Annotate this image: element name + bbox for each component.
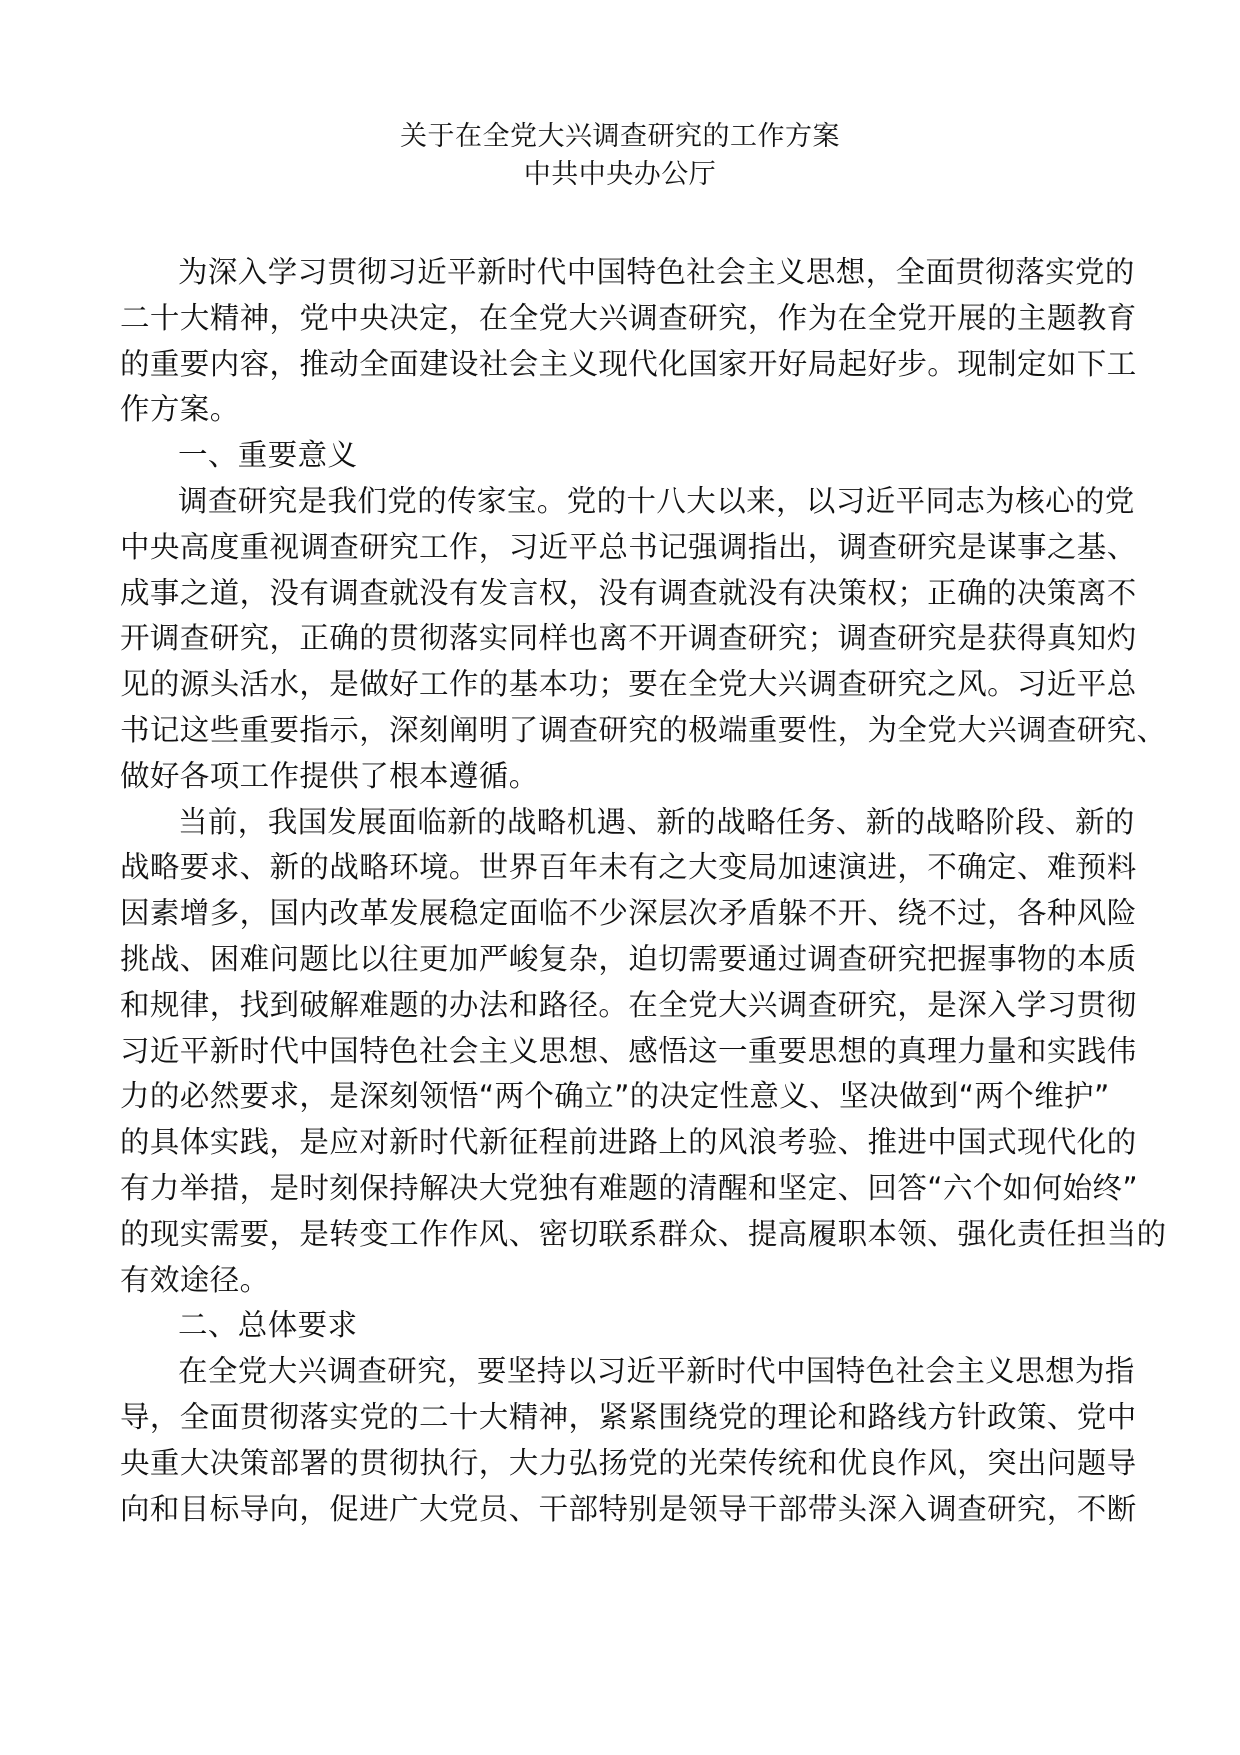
body-line: 习近平新时代中国特色社会主义思想、感悟这一重要思想的真理力量和实践伟 xyxy=(120,1033,1137,1068)
document-body xyxy=(120,250,1167,1532)
body-line: 开调查研究，正确的贯彻落实同样也离不开调查研究；调查研究是获得真知灼 xyxy=(120,621,1137,656)
body-line: 中央高度重视调查研究工作，习近平总书记强调指出，调查研究是谋事之基、 xyxy=(120,529,1137,564)
body-line: 和规律，找到破解难题的办法和路径。在全党大兴调查研究，是深入学习贯彻 xyxy=(120,987,1137,1022)
body-line: 成事之道，没有调查就没有发言权，没有调查就没有决策权；正确的决策离不 xyxy=(120,575,1137,610)
document-title: 关于在全党大兴调查研究的工作方案 xyxy=(400,121,840,152)
body-line: 的现实需要，是转变工作作风、密切联系群众、提高履职本领、强化责任担当的 xyxy=(120,1216,1167,1251)
body-line: 二十大精神，党中央决定，在全党大兴调查研究，作为在全党开展的主题教育 xyxy=(120,300,1137,335)
body-line: 在全党大兴调查研究，要坚持以习近平新时代中国特色社会主义思想为指 xyxy=(178,1354,1135,1389)
body-line: 向和目标导向，促进广大党员、干部特别是领导干部带头深入调查研究，不断 xyxy=(120,1491,1137,1526)
body-line: 有力举措，是时刻保持解决大党独有难题的清醒和坚定、回答“六个如何始终” xyxy=(120,1170,1139,1205)
body-line: 见的源头活水，是做好工作的基本功；要在全党大兴调查研究之风。习近平总 xyxy=(120,667,1137,702)
body-line: 二、总体要求 xyxy=(178,1308,358,1343)
body-line: 为深入学习贯彻习近平新时代中国特色社会主义思想，全面贯彻落实党的 xyxy=(178,255,1135,289)
body-line: 战略要求、新的战略环境。世界百年未有之大变局加速演进，不确定、难预料 xyxy=(120,850,1137,885)
body-line: 当前，我国发展面临新的战略机遇、新的战略任务、新的战略阶段、新的 xyxy=(178,804,1135,839)
document-issuer: 中共中央办公厅 xyxy=(523,159,717,190)
body-line: 因素增多，国内改革发展稳定面临不少深层次矛盾躲不开、绕不过，各种风险 xyxy=(120,896,1137,931)
body-line: 作方案。 xyxy=(120,392,240,427)
body-line: 调查研究是我们党的传家宝。党的十八大以来，以习近平同志为核心的党 xyxy=(178,483,1135,518)
body-line: 力的必然要求，是深刻领悟“两个确立”的决定性意义、坚决做到“两个维护” xyxy=(120,1079,1110,1114)
body-line: 一、重要意义 xyxy=(178,438,358,473)
body-line: 挑战、困难问题比以往更加严峻复杂，迫切需要通过调查研究把握事物的本质 xyxy=(120,941,1137,976)
body-line: 央重大决策部署的贯彻执行，大力弘扬党的光荣传统和优良作风，突出问题导 xyxy=(120,1445,1137,1480)
document-header xyxy=(0,118,1240,194)
body-line: 的具体实践，是应对新时代新征程前进路上的风浪考验、推进中国式现代化的 xyxy=(120,1125,1137,1160)
body-line: 有效途径。 xyxy=(120,1262,270,1297)
body-line: 书记这些重要指示，深刻阐明了调查研究的极端重要性，为全党大兴调查研究、 xyxy=(120,712,1167,747)
body-line: 的重要内容，推动全面建设社会主义现代化国家开好局起好步。现制定如下工 xyxy=(120,346,1137,381)
body-line: 做好各项工作提供了根本遵循。 xyxy=(120,758,539,793)
body-line: 导，全面贯彻落实党的二十大精神，紧紧围绕党的理论和路线方针政策、党中 xyxy=(120,1399,1137,1434)
